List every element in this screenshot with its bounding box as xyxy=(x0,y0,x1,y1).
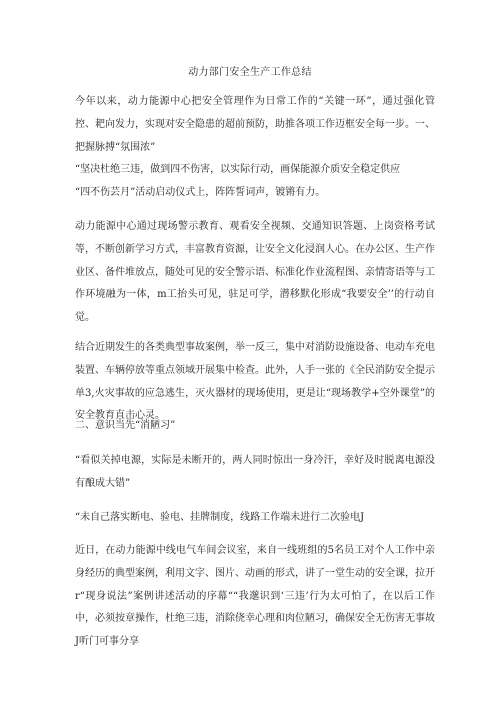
paragraph-intro: 今年以来，动力能源中心把安全管理作为日常工作的“关键一环”，通过强化管控、耙向发力，实现对安全隐患的超前预防，助推各项工作迈框安全每一步。一、把握脉搏“氛围浓” xyxy=(75,96,435,153)
section-heading-awareness: 二、意识当先“消陋习” xyxy=(75,420,176,431)
paragraph-quote-procedure: “未自己落实断电、验电、挂牌制度，线路工作端未进行二次验电J xyxy=(75,512,365,523)
paragraph-launch-ceremony: “四不伤芸月”活动启动仪式上，阵阵誓词声，镀锵有力。 xyxy=(75,187,326,198)
paragraph-quote-pledge: “坚决杜绝三违，做到四不伤害，以实际行动，画保能源介质安全稳定供应 xyxy=(75,164,401,175)
paragraph-inspection: 结合近期发生的各类典型事故案例，举一反三，集中对消防设施设备、电动车充电装置、车辆停放等重点领域开展集中检查。此外，人手一张的《全民消防安全提示单3,火灾事故的应急逃生，灭火器材的现场使用，更是让“现场教学+空外课堂”的安全教育直击心灵。 xyxy=(75,342,435,422)
paragraph-education-methods: 动力能源中心通过现场警示教育、观看安全视频、交通知识答题、上岗资格考试等，不断创新学习方式，丰富教育资源，让安全文化浸润人心。在办公区、生产作业区、备件堆放点，随处可见的安全警示语、标准化作业流程图、亲情寄语等与工作环境融为一体，m工抬头可见，驻足可学，潜移默化形成“我要安全’’的行动自觉。 xyxy=(75,221,435,324)
document-title: 动力部门安全生产工作总结 xyxy=(188,67,312,78)
paragraph-quote-power: “看似关掉电源，实际是未断开的，两人同时惊出一身冷汗，幸好及时脱离电源没有酿成大错” xyxy=(75,455,435,489)
paragraph-case-sharing: 近日，在动力能源中线电气车间会议室，来自一线班组的5名员工对个人工作中亲身经历的典型案例，利用文字、图片、动画的形式，讲了一堂生动的安全课，拉开r“现身说法”案例讲述活动的序幕““我邈识到‘三违’行为太可怕了，在以后工作中，必须按章操作，杜绝三违，消除侥幸心理和肉位陋习，确保安全无伤害无事故J听门可事分享 xyxy=(75,545,435,648)
